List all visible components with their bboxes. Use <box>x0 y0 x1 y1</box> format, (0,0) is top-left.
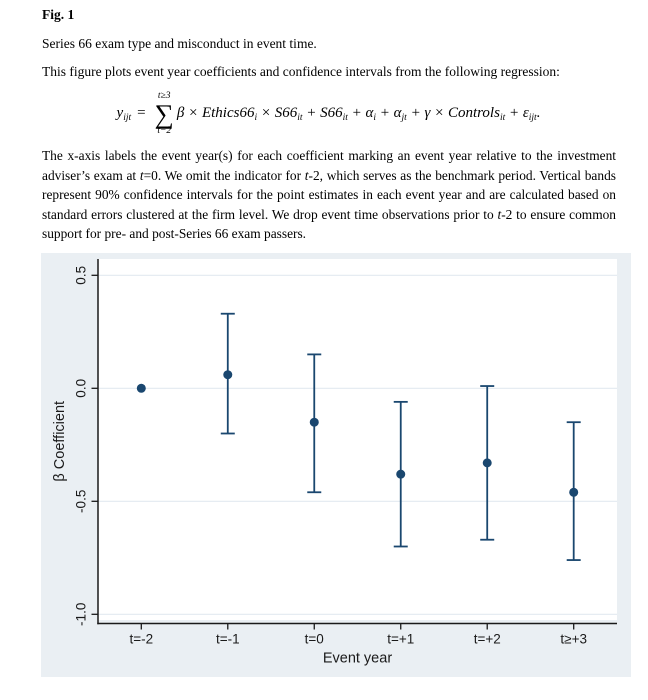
y-axis-title: β Coefficient <box>52 400 68 482</box>
x-axis-title: Event year <box>322 650 393 667</box>
sigma-glyph: ∑ <box>154 98 174 129</box>
data-point <box>396 470 405 479</box>
data-point <box>569 488 578 497</box>
figure-label: Fig. 1 <box>42 7 75 22</box>
y-tick-label: 0.5 <box>73 265 89 285</box>
data-point <box>310 418 319 427</box>
data-point <box>223 370 232 379</box>
coefficient-plot <box>41 253 631 677</box>
data-point <box>137 384 146 393</box>
x-tick-label: t=0 <box>304 631 324 647</box>
y-tick-label: -0.5 <box>73 489 89 513</box>
x-tick-label: t=-1 <box>215 631 240 647</box>
x-tick-label: t=+1 <box>387 631 415 647</box>
x-tick-label: t≥+3 <box>560 631 587 647</box>
caption-body: The x-axis labels the event year(s) for each coefficient marking an event year relative to the investment adviser’s exam at t=0. We omit the indicator for t-2, which serves as the benchmark period. Vertical bands represent 90% confidence intervals for the point estimates in each event year and are calculated based on standard errors clustered at the firm level. We drop event time observations prior to t-2 to ensure common support for pre- and post-Series 66 exam passers. <box>42 148 616 242</box>
equation-equals: = <box>137 105 146 122</box>
sum-lower-limit: t−2 <box>157 126 172 137</box>
regression-equation <box>42 84 615 144</box>
equation-rhs-terms: $\beta \times Ethics66_i \times S66_{it} + S66_{it} + \alpha_i + \alpha_{jt} + \gamma$ × Controls$_{it}$ + $\varepsilon_{ijt}$. <box>176 105 541 124</box>
summation-symbol <box>155 91 174 136</box>
x-tick-label: t=+2 <box>473 631 501 647</box>
caption-title: Series 66 exam type and misconduct in event time. <box>42 36 317 51</box>
chart-svg <box>41 253 631 677</box>
caption-intro: This figure plots event year coefficients and confidence intervals from the following regression: <box>42 64 560 79</box>
plot-area <box>98 259 617 620</box>
y-tick-label: -1.0 <box>73 602 89 626</box>
y-tick-label: 0.0 <box>73 378 89 398</box>
data-point <box>483 458 492 467</box>
equation-lhs: $y_{ijt}$ <box>116 105 132 124</box>
x-tick-label: t=-2 <box>129 631 154 647</box>
sum-upper-limit: t≥3 <box>157 91 171 102</box>
